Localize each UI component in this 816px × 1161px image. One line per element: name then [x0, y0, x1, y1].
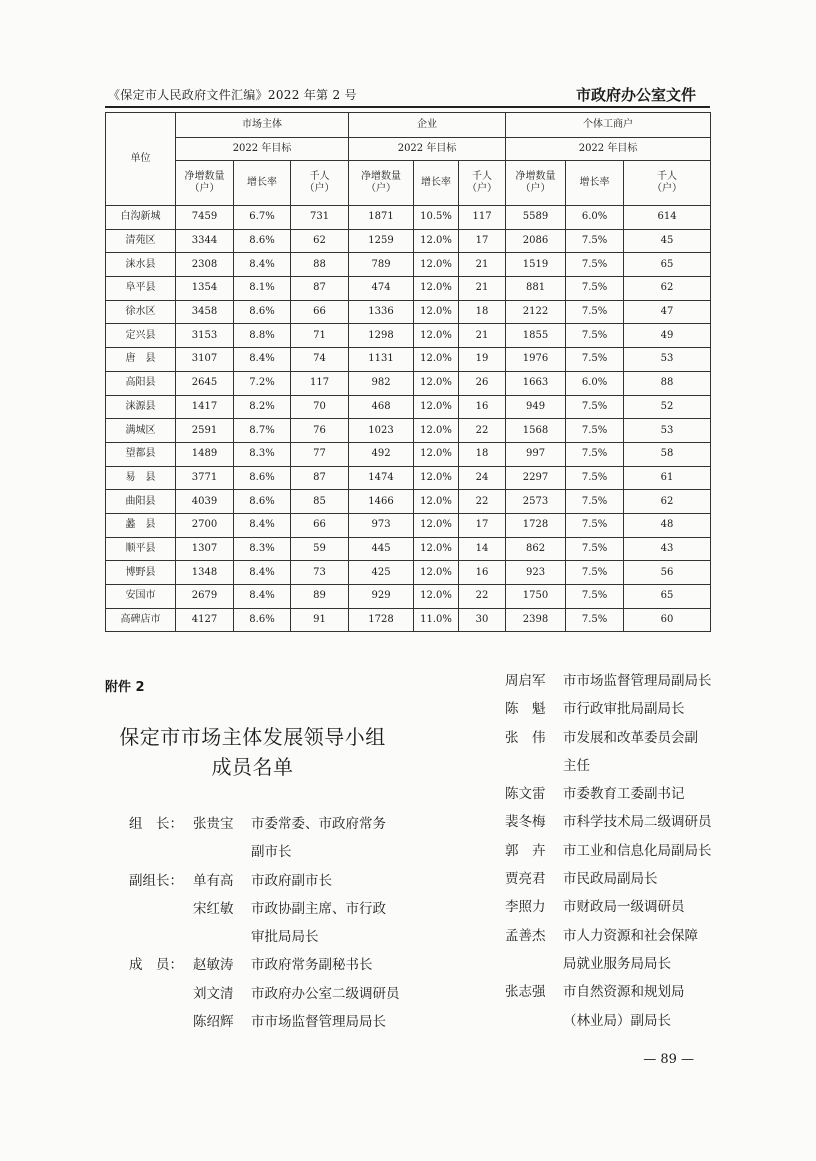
- value-cell: 1855: [506, 324, 566, 348]
- value-cell: 12.0%: [414, 561, 459, 585]
- member-position: 市政协副主席、市行政: [251, 900, 386, 917]
- value-cell: 7.5%: [566, 253, 624, 277]
- value-cell: 1474: [349, 466, 414, 490]
- targets-table: [105, 112, 711, 632]
- member-position: 市委常委、市政府常务: [251, 816, 386, 832]
- value-cell: 949: [506, 395, 566, 419]
- value-cell: 8.4%: [234, 561, 291, 585]
- value-cell: 16: [459, 561, 506, 585]
- value-cell: 7.5%: [566, 229, 624, 253]
- value-cell: 12.0%: [414, 513, 459, 537]
- member-position: 市政府常务副秘书长: [251, 957, 373, 974]
- member-role: 副组长：: [129, 872, 183, 889]
- value-cell: 66: [291, 300, 349, 324]
- member-name: 单有高: [193, 872, 234, 889]
- value-cell: 7.5%: [566, 608, 624, 632]
- value-cell: 7.5%: [566, 395, 624, 419]
- table-row: [106, 419, 711, 443]
- value-cell: 1259: [349, 229, 414, 253]
- value-cell: 8.6%: [234, 300, 291, 324]
- value-cell: 7.5%: [566, 466, 624, 490]
- value-cell: 71: [291, 324, 349, 348]
- member-name: 孟善杰: [505, 927, 546, 944]
- value-cell: 7.5%: [566, 300, 624, 324]
- value-cell: 17: [459, 229, 506, 253]
- member-line: [505, 839, 725, 867]
- value-cell: 1728: [349, 608, 414, 632]
- value-cell: 3771: [176, 466, 234, 490]
- member-line: [505, 726, 725, 754]
- unit-name-cell: 望都县: [106, 442, 176, 466]
- table-row: [106, 371, 711, 395]
- table-row: [106, 395, 711, 419]
- value-cell: 3344: [176, 229, 234, 253]
- table-row: [106, 585, 711, 609]
- value-cell: 1489: [176, 442, 234, 466]
- value-cell: 1663: [506, 371, 566, 395]
- member-line: [505, 1009, 725, 1037]
- value-cell: 62: [624, 277, 711, 301]
- value-cell: 1336: [349, 300, 414, 324]
- value-cell: 12.0%: [414, 324, 459, 348]
- value-cell: 85: [291, 490, 349, 514]
- value-cell: 21: [459, 277, 506, 301]
- header-divider: [105, 106, 710, 108]
- office-header: 市政府办公室文件: [575, 86, 696, 104]
- value-cell: 47: [624, 300, 711, 324]
- value-cell: 8.4%: [234, 513, 291, 537]
- value-cell: 2398: [506, 608, 566, 632]
- value-cell: 4039: [176, 490, 234, 514]
- target-header: 2022 年目标: [349, 138, 506, 161]
- member-position: 市政府办公室二级调研员: [251, 985, 400, 1002]
- value-cell: 22: [459, 490, 506, 514]
- member-name: 裴冬梅: [505, 814, 546, 831]
- value-cell: 14: [459, 537, 506, 561]
- value-cell: 468: [349, 395, 414, 419]
- value-cell: 997: [506, 442, 566, 466]
- value-cell: 2573: [506, 490, 566, 514]
- column-subheader: 千人 （户）: [459, 161, 506, 206]
- value-cell: 8.6%: [234, 490, 291, 514]
- member-position: 市民政局副局长: [563, 871, 658, 888]
- value-cell: 7.2%: [234, 371, 291, 395]
- value-cell: 881: [506, 277, 566, 301]
- value-cell: 74: [291, 348, 349, 372]
- publication-header: 《保定市人民政府文件汇编》2022 年第 2 号: [108, 88, 357, 102]
- member-name: 贾亮君: [505, 871, 546, 888]
- value-cell: 59: [291, 537, 349, 561]
- value-cell: 8.4%: [234, 585, 291, 609]
- value-cell: 7.5%: [566, 537, 624, 561]
- member-line: [505, 895, 725, 923]
- table-row: [106, 300, 711, 324]
- value-cell: 58: [624, 442, 711, 466]
- group-header-individual: 个体工商户: [506, 113, 711, 138]
- value-cell: 7459: [176, 206, 234, 230]
- member-line: [505, 697, 725, 725]
- column-subheader: 净增数量 （户）: [506, 161, 566, 206]
- unit-name-cell: 定兴县: [106, 324, 176, 348]
- unit-name-cell: 高阳县: [106, 371, 176, 395]
- member-line: [505, 754, 725, 782]
- value-cell: 12.0%: [414, 466, 459, 490]
- value-cell: 53: [624, 419, 711, 443]
- unit-name-cell: 唐 县: [106, 348, 176, 372]
- value-cell: 89: [291, 585, 349, 609]
- value-cell: 614: [624, 206, 711, 230]
- value-cell: 16: [459, 395, 506, 419]
- table-row: [106, 561, 711, 585]
- value-cell: 2679: [176, 585, 234, 609]
- title-line-2: 成员名单: [211, 755, 294, 779]
- member-line: [105, 869, 425, 897]
- value-cell: 2308: [176, 253, 234, 277]
- value-cell: 12.0%: [414, 371, 459, 395]
- value-cell: 1976: [506, 348, 566, 372]
- value-cell: 62: [291, 229, 349, 253]
- value-cell: 53: [624, 348, 711, 372]
- value-cell: 43: [624, 537, 711, 561]
- title-line-1: 保定市市场主体发展领导小组: [119, 725, 386, 749]
- member-name: 陈绍辉: [193, 1014, 234, 1031]
- value-cell: 7.5%: [566, 585, 624, 609]
- value-cell: 7.5%: [566, 324, 624, 348]
- value-cell: 7.5%: [566, 442, 624, 466]
- value-cell: 52: [624, 395, 711, 419]
- value-cell: 76: [291, 419, 349, 443]
- column-subheader: 增长率: [566, 161, 624, 206]
- value-cell: 8.3%: [234, 537, 291, 561]
- member-line: [105, 1010, 425, 1038]
- table-row: [106, 466, 711, 490]
- value-cell: 7.5%: [566, 277, 624, 301]
- member-name: 张志强: [505, 984, 546, 1001]
- member-name: 李照力: [505, 899, 546, 916]
- value-cell: 30: [459, 608, 506, 632]
- member-line: [105, 897, 425, 925]
- value-cell: 12.0%: [414, 395, 459, 419]
- table-row: [106, 608, 711, 632]
- column-subheader: 千人 （户）: [291, 161, 349, 206]
- value-cell: 1466: [349, 490, 414, 514]
- value-cell: 8.2%: [234, 395, 291, 419]
- value-cell: 12.0%: [414, 229, 459, 253]
- value-cell: 73: [291, 561, 349, 585]
- value-cell: 62: [624, 490, 711, 514]
- member-name: 宋红敏: [193, 900, 234, 917]
- value-cell: 973: [349, 513, 414, 537]
- value-cell: 2591: [176, 419, 234, 443]
- value-cell: 862: [506, 537, 566, 561]
- column-subheader: 千人 （户）: [624, 161, 711, 206]
- unit-name-cell: 涞源县: [106, 395, 176, 419]
- value-cell: 8.6%: [234, 229, 291, 253]
- value-cell: 17: [459, 513, 506, 537]
- column-subheader: 净增数量 （户）: [349, 161, 414, 206]
- value-cell: 22: [459, 585, 506, 609]
- unit-name-cell: 白沟新城: [106, 206, 176, 230]
- value-cell: 49: [624, 324, 711, 348]
- member-position: 市自然资源和规划局: [563, 984, 685, 1001]
- value-cell: 2122: [506, 300, 566, 324]
- value-cell: 88: [624, 371, 711, 395]
- value-cell: 117: [291, 371, 349, 395]
- value-cell: 12.0%: [414, 253, 459, 277]
- value-cell: 1871: [349, 206, 414, 230]
- value-cell: 91: [291, 608, 349, 632]
- value-cell: 8.6%: [234, 608, 291, 632]
- table-row: [106, 537, 711, 561]
- member-position: 主任: [563, 757, 590, 774]
- value-cell: 19: [459, 348, 506, 372]
- attachment-label: 附件 2: [105, 680, 145, 695]
- value-cell: 117: [459, 206, 506, 230]
- column-subheader: 增长率: [414, 161, 459, 206]
- value-cell: 929: [349, 585, 414, 609]
- table-row: [106, 442, 711, 466]
- value-cell: 24: [459, 466, 506, 490]
- value-cell: 7.5%: [566, 419, 624, 443]
- member-role: 成 员：: [129, 957, 183, 974]
- member-name: 郭 卉: [505, 842, 546, 859]
- unit-name-cell: 博野县: [106, 561, 176, 585]
- unit-header: 单位: [106, 113, 176, 206]
- value-cell: 8.4%: [234, 348, 291, 372]
- value-cell: 8.4%: [234, 253, 291, 277]
- value-cell: 6.0%: [566, 371, 624, 395]
- value-cell: 11.0%: [414, 608, 459, 632]
- unit-name-cell: 安国市: [106, 585, 176, 609]
- member-name: 陈文雷: [505, 786, 546, 803]
- member-line: [105, 840, 425, 868]
- value-cell: 77: [291, 442, 349, 466]
- table-row: [106, 348, 711, 372]
- value-cell: 4127: [176, 608, 234, 632]
- value-cell: 3107: [176, 348, 234, 372]
- unit-name-cell: 满城区: [106, 419, 176, 443]
- value-cell: 1750: [506, 585, 566, 609]
- member-name: 周启军: [505, 673, 546, 689]
- table-row: [106, 490, 711, 514]
- member-position: 审批局局长: [251, 929, 319, 946]
- unit-name-cell: 高碑店市: [106, 608, 176, 632]
- table-row: [106, 206, 711, 230]
- value-cell: 61: [624, 466, 711, 490]
- value-cell: 6.7%: [234, 206, 291, 230]
- unit-name-cell: 曲阳县: [106, 490, 176, 514]
- value-cell: 48: [624, 513, 711, 537]
- value-cell: 2700: [176, 513, 234, 537]
- member-line: [505, 952, 725, 980]
- value-cell: 1728: [506, 513, 566, 537]
- table-row: [106, 513, 711, 537]
- member-line: [105, 953, 425, 981]
- value-cell: 88: [291, 253, 349, 277]
- value-cell: 65: [624, 253, 711, 277]
- member-position: 市委教育工委副书记: [563, 786, 685, 803]
- member-line: [505, 867, 725, 895]
- value-cell: 12.0%: [414, 490, 459, 514]
- value-cell: 982: [349, 371, 414, 395]
- member-role: 组 长：: [129, 816, 183, 832]
- unit-name-cell: 蠡 县: [106, 513, 176, 537]
- member-position: 市财政局一级调研员: [563, 899, 685, 916]
- value-cell: 12.0%: [414, 300, 459, 324]
- value-cell: 18: [459, 442, 506, 466]
- value-cell: 3458: [176, 300, 234, 324]
- value-cell: 56: [624, 561, 711, 585]
- target-header: 2022 年目标: [176, 138, 349, 161]
- table-row: [106, 324, 711, 348]
- member-position: 副市长: [251, 844, 292, 861]
- member-name: 张贵宝: [193, 816, 234, 832]
- member-name: 张 伟: [505, 729, 546, 746]
- member-line: [505, 810, 725, 838]
- member-position: 市发展和改革委员会副: [563, 729, 698, 746]
- table-row: [106, 253, 711, 277]
- value-cell: 2645: [176, 371, 234, 395]
- value-cell: 8.7%: [234, 419, 291, 443]
- table-row: [106, 277, 711, 301]
- member-position: 市工业和信息化局副局长: [563, 842, 712, 859]
- value-cell: 7.5%: [566, 561, 624, 585]
- value-cell: 1348: [176, 561, 234, 585]
- member-line: [505, 669, 725, 697]
- unit-name-cell: 徐水区: [106, 300, 176, 324]
- value-cell: 2297: [506, 466, 566, 490]
- member-line: [105, 982, 425, 1010]
- value-cell: 425: [349, 561, 414, 585]
- value-cell: 731: [291, 206, 349, 230]
- value-cell: 87: [291, 277, 349, 301]
- member-position: 市行政审批局副局长: [563, 701, 685, 718]
- member-line: [105, 925, 425, 953]
- leadership-list: [105, 812, 425, 1038]
- target-header: 2022 年目标: [506, 138, 711, 161]
- value-cell: 1519: [506, 253, 566, 277]
- member-position: 市市场监督管理局局长: [251, 1014, 386, 1031]
- value-cell: 789: [349, 253, 414, 277]
- value-cell: 8.6%: [234, 466, 291, 490]
- value-cell: 1023: [349, 419, 414, 443]
- unit-name-cell: 涞水县: [106, 253, 176, 277]
- value-cell: 445: [349, 537, 414, 561]
- value-cell: 8.1%: [234, 277, 291, 301]
- unit-name-cell: 易 县: [106, 466, 176, 490]
- value-cell: 21: [459, 253, 506, 277]
- group-header-enterprise: 企业: [349, 113, 506, 138]
- member-position: 市人力资源和社会保障: [563, 927, 698, 944]
- table-row: [106, 229, 711, 253]
- unit-name-cell: 阜平县: [106, 277, 176, 301]
- member-list: [505, 669, 725, 1037]
- value-cell: 10.5%: [414, 206, 459, 230]
- value-cell: 7.5%: [566, 490, 624, 514]
- member-position: （林业局）副局长: [563, 1012, 671, 1029]
- value-cell: 12.0%: [414, 442, 459, 466]
- member-line: [505, 782, 725, 810]
- value-cell: 70: [291, 395, 349, 419]
- member-position: 市科学技术局二级调研员: [563, 814, 712, 831]
- value-cell: 66: [291, 513, 349, 537]
- member-name: 陈 魁: [505, 701, 546, 718]
- member-position: 市市场监督管理局副局长: [563, 673, 712, 689]
- member-name: 赵敏涛: [193, 957, 234, 974]
- value-cell: 22: [459, 419, 506, 443]
- value-cell: 21: [459, 324, 506, 348]
- member-line: [105, 812, 425, 840]
- value-cell: 7.5%: [566, 513, 624, 537]
- value-cell: 8.8%: [234, 324, 291, 348]
- value-cell: 12.0%: [414, 277, 459, 301]
- value-cell: 12.0%: [414, 348, 459, 372]
- value-cell: 923: [506, 561, 566, 585]
- unit-name-cell: 顺平县: [106, 537, 176, 561]
- column-subheader: 净增数量 （户）: [176, 161, 234, 206]
- value-cell: 12.0%: [414, 419, 459, 443]
- value-cell: 26: [459, 371, 506, 395]
- member-name: 刘文清: [193, 985, 234, 1002]
- page-number: — 89 —: [643, 1052, 694, 1067]
- value-cell: 7.5%: [566, 348, 624, 372]
- group-header-market: 市场主体: [176, 113, 349, 138]
- value-cell: 1131: [349, 348, 414, 372]
- value-cell: 87: [291, 466, 349, 490]
- value-cell: 1568: [506, 419, 566, 443]
- value-cell: 3153: [176, 324, 234, 348]
- member-position: 局就业服务局局长: [563, 955, 671, 972]
- member-line: [505, 980, 725, 1008]
- value-cell: 2086: [506, 229, 566, 253]
- document-title: [105, 722, 400, 782]
- value-cell: 65: [624, 585, 711, 609]
- value-cell: 18: [459, 300, 506, 324]
- member-position: 市政府副市长: [251, 872, 332, 889]
- value-cell: 8.3%: [234, 442, 291, 466]
- unit-name-cell: 清苑区: [106, 229, 176, 253]
- column-subheader: 增长率: [234, 161, 291, 206]
- value-cell: 45: [624, 229, 711, 253]
- value-cell: 6.0%: [566, 206, 624, 230]
- value-cell: 474: [349, 277, 414, 301]
- value-cell: 60: [624, 608, 711, 632]
- value-cell: 12.0%: [414, 537, 459, 561]
- value-cell: 1298: [349, 324, 414, 348]
- value-cell: 1307: [176, 537, 234, 561]
- value-cell: 12.0%: [414, 585, 459, 609]
- value-cell: 5589: [506, 206, 566, 230]
- value-cell: 1354: [176, 277, 234, 301]
- value-cell: 492: [349, 442, 414, 466]
- member-line: [505, 924, 725, 952]
- value-cell: 1417: [176, 395, 234, 419]
